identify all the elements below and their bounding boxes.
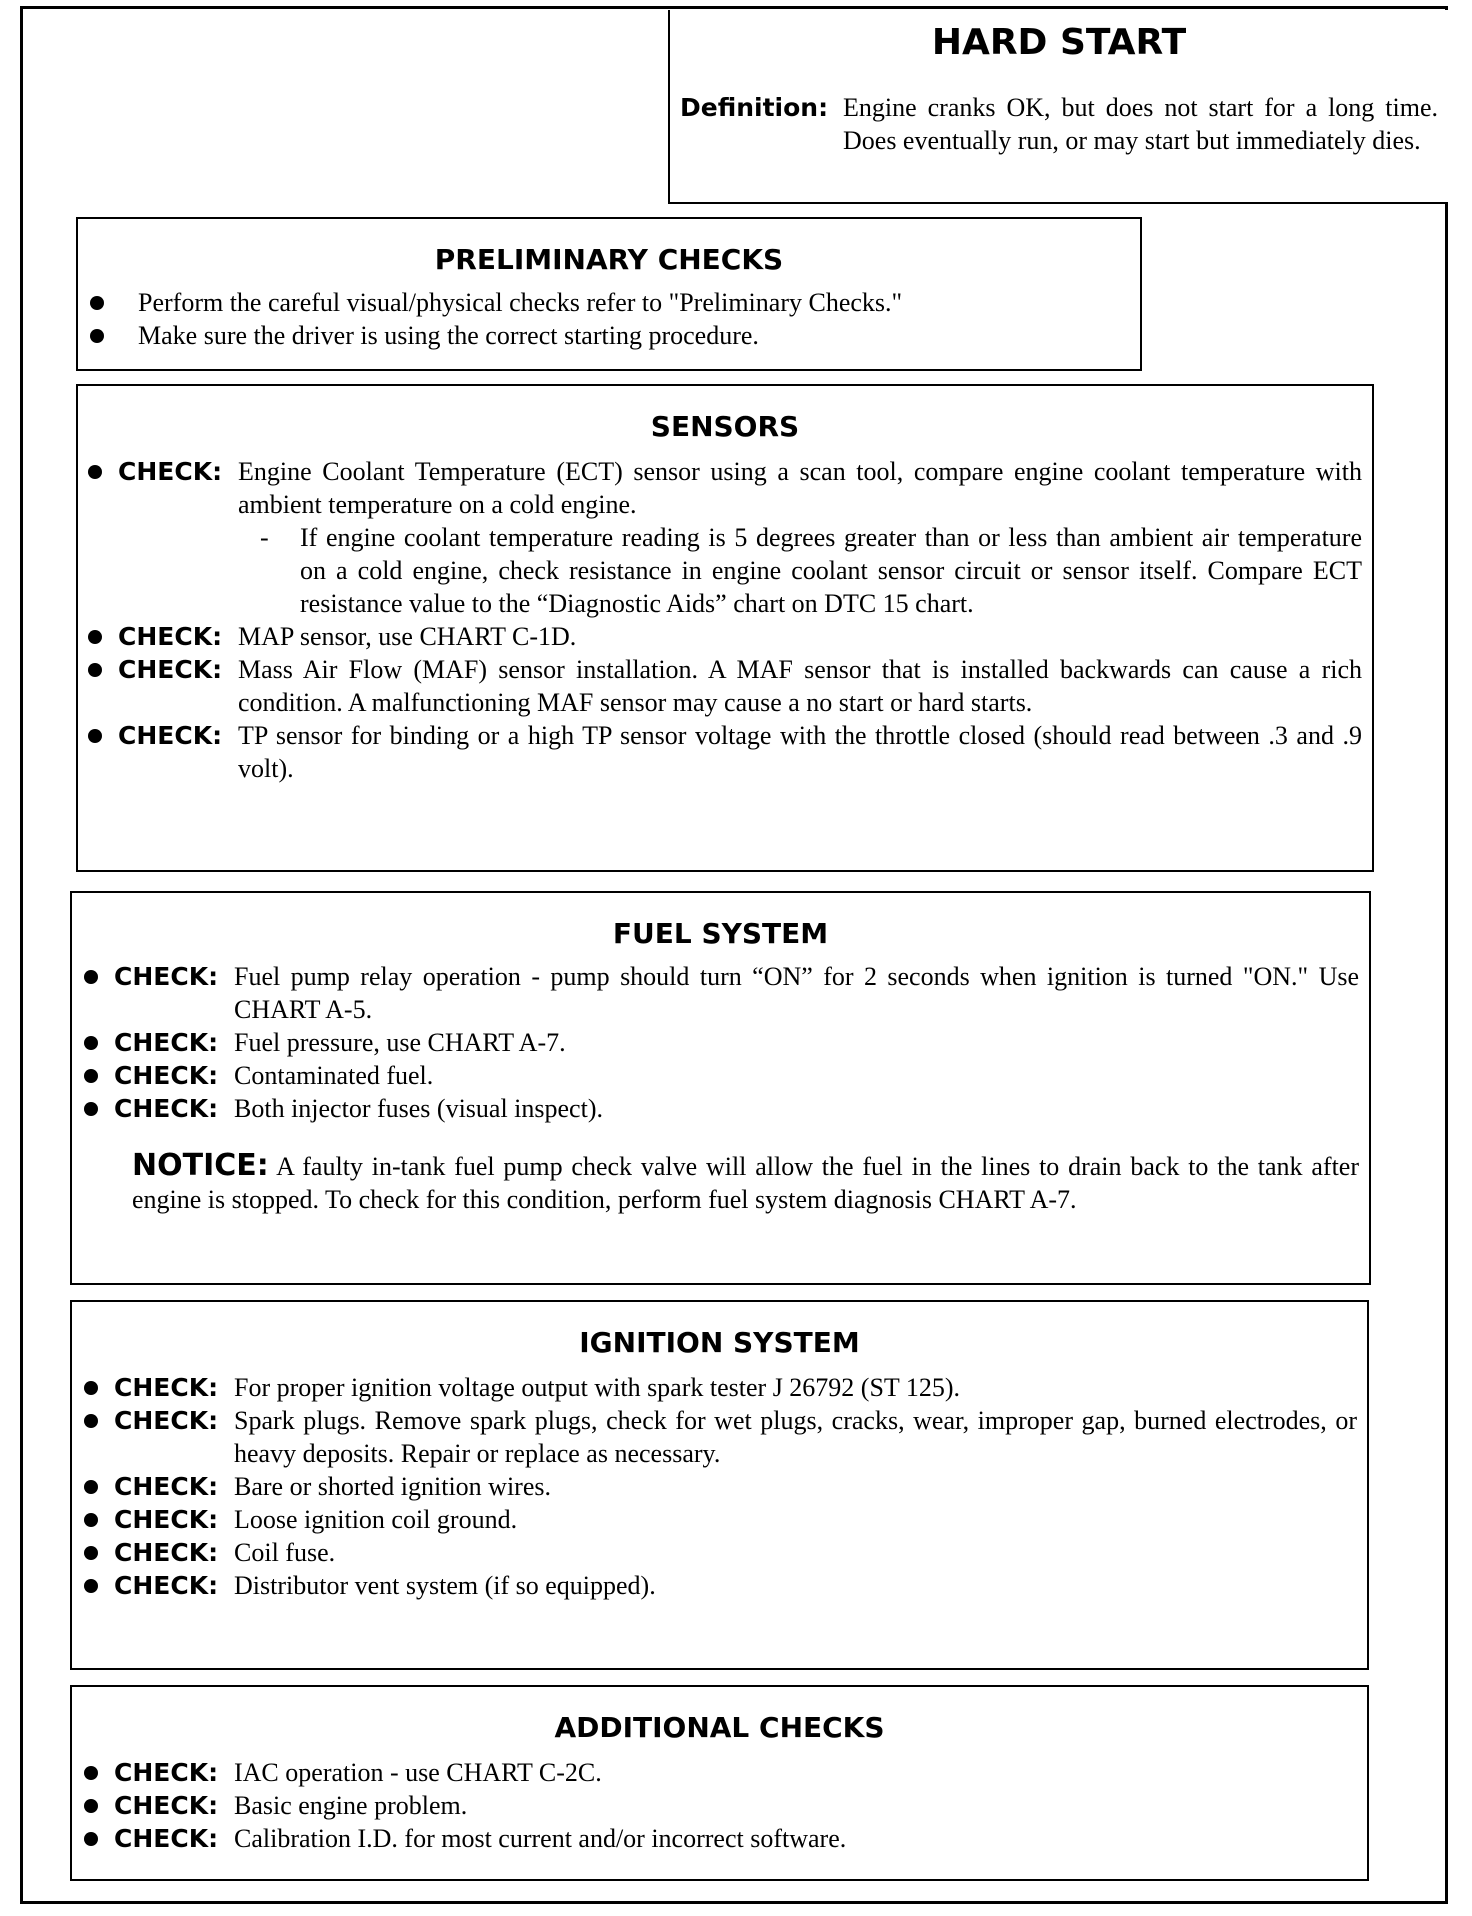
dash-marker: - [260, 523, 269, 552]
check-label: CHECK: [114, 1061, 219, 1090]
sensors-item-3: Mass Air Flow (MAF) sensor installation. A MAF sensor that is installed backwards can cause a rich condition. A malfunctioning MAF sensor may cause a no start or hard starts. [238, 655, 1362, 717]
sensors-item-1: Engine Coolant Temperature (ECT) sensor using a scan tool, compare engine coolant temperature with ambient temperature on a cold engine. [238, 457, 1362, 519]
bullet-icon [90, 329, 104, 343]
check-label: CHECK: [114, 1791, 219, 1820]
additional-item-2: Basic engine problem. [234, 1791, 468, 1820]
sensors-item-1-wrap [238, 455, 1362, 620]
bullet-icon [84, 1766, 98, 1780]
check-label: CHECK: [114, 1571, 219, 1600]
check-label: CHECK: [114, 1824, 219, 1853]
definition-row [670, 91, 1448, 157]
list-item [84, 1789, 1357, 1822]
check-label: CHECK: [118, 721, 223, 750]
check-label: CHECK: [118, 457, 223, 486]
ignition-heading: IGNITION SYSTEM [579, 1326, 860, 1359]
check-label: CHECK: [114, 1472, 219, 1501]
bullet-icon [88, 663, 102, 677]
fuel-heading: FUEL SYSTEM [612, 917, 829, 950]
preliminary-list [78, 286, 1140, 352]
preliminary-item-2: Make sure the driver is using the correct starting procedure. [138, 321, 759, 350]
list-item [88, 653, 1362, 719]
bullet-icon [84, 1799, 98, 1813]
notice-text: A faulty in-tank fuel pump check valve will allow the fuel in the lines to drain back to the tank after engine is stopped. To check for this condition, perform fuel system diagnosis CHART A-7. [132, 1152, 1359, 1214]
list-item [84, 1756, 1357, 1789]
bullet-icon [84, 1102, 98, 1116]
additional-item-1: IAC operation - use CHART C-2C. [234, 1758, 602, 1787]
page-title: HARD START [931, 22, 1187, 63]
list-item [84, 1371, 1357, 1404]
bullet-icon [84, 970, 98, 984]
ignition-item-3: Bare or shorted ignition wires. [234, 1472, 551, 1501]
fuel-item-1: Fuel pump relay operation - pump should turn “ON” for 2 seconds when ignition is turned "ON." Use CHART A-5. [234, 962, 1359, 1024]
fuel-list [72, 960, 1369, 1125]
list-item [84, 1503, 1357, 1536]
bullet-icon [84, 1480, 98, 1494]
check-label: CHECK: [114, 962, 219, 991]
list-item [88, 455, 1362, 620]
additional-checks-box [70, 1685, 1369, 1881]
sensors-subitem-text: If engine coolant temperature reading is 5 degrees greater than or less than ambient air temperature on a cold engine, check resistance in engine coolant sensor circuit or sensor itself. Compare ECT resistance value to the “Diagnostic Aids” chart on DTC 15 chart. [300, 523, 1362, 618]
definition-label: Definition: [680, 93, 829, 122]
list-item [90, 286, 1130, 319]
ignition-item-2: Spark plugs. Remove spark plugs, check for wet plugs, cracks, wear, improper gap, burned electrodes, or heavy deposits. Repair or replace as necessary. [234, 1406, 1357, 1468]
bullet-icon [88, 465, 102, 479]
preliminary-checks-box [76, 217, 1142, 371]
bullet-icon [84, 1069, 98, 1083]
bullet-icon [84, 1381, 98, 1395]
bullet-icon [88, 630, 102, 644]
bullet-icon [84, 1832, 98, 1846]
sensors-item-2: MAP sensor, use CHART C-1D. [238, 622, 577, 651]
ignition-item-4: Loose ignition coil ground. [234, 1505, 518, 1534]
check-label: CHECK: [114, 1094, 219, 1123]
sensors-list [78, 455, 1372, 785]
list-item [84, 1026, 1359, 1059]
check-label: CHECK: [114, 1406, 219, 1435]
list-item [84, 1569, 1357, 1602]
check-label: CHECK: [118, 655, 223, 684]
sensors-item-4: TP sensor for binding or a high TP sensor voltage with the throttle closed (should read between .3 and .9 volt). [238, 721, 1362, 783]
ignition-item-1: For proper ignition voltage output with spark tester J 26792 (ST 125). [234, 1373, 960, 1402]
check-label: CHECK: [114, 1373, 219, 1402]
list-item [84, 1470, 1357, 1503]
title-box [668, 10, 1448, 204]
additional-heading: ADDITIONAL CHECKS [554, 1711, 885, 1744]
preliminary-item-1: Perform the careful visual/physical checks refer to "Preliminary Checks." [138, 288, 903, 317]
list-item [84, 960, 1359, 1026]
fuel-item-3: Contaminated fuel. [234, 1061, 434, 1090]
list-item [84, 1536, 1357, 1569]
definition-text: Engine cranks OK, but does not start for a long time. Does eventually run, or may start but immediately dies. [843, 93, 1438, 155]
ignition-item-5: Coil fuse. [234, 1538, 336, 1567]
check-label: CHECK: [114, 1538, 219, 1567]
preliminary-heading: PRELIMINARY CHECKS [434, 243, 784, 276]
bullet-icon [84, 1579, 98, 1593]
list-item [84, 1404, 1357, 1470]
bullet-icon [84, 1513, 98, 1527]
list-item [88, 719, 1362, 785]
additional-item-3: Calibration I.D. for most current and/or incorrect software. [234, 1824, 847, 1853]
list-item [84, 1822, 1357, 1855]
check-label: CHECK: [118, 622, 223, 651]
list-item [84, 1059, 1359, 1092]
list-item [90, 319, 1130, 352]
notice-label: NOTICE: [132, 1148, 269, 1183]
notice-block [72, 1149, 1369, 1216]
bullet-icon [90, 296, 104, 310]
bullet-icon [84, 1036, 98, 1050]
fuel-item-4: Both injector fuses (visual inspect). [234, 1094, 603, 1123]
ignition-item-6: Distributor vent system (if so equipped). [234, 1571, 656, 1600]
check-label: CHECK: [114, 1758, 219, 1787]
fuel-system-box [70, 891, 1371, 1285]
check-label: CHECK: [114, 1505, 219, 1534]
list-item [84, 1092, 1359, 1125]
ignition-system-box [70, 1300, 1369, 1670]
bullet-icon [84, 1546, 98, 1560]
list-item [88, 620, 1362, 653]
fuel-item-2: Fuel pressure, use CHART A-7. [234, 1028, 566, 1057]
bullet-icon [84, 1414, 98, 1428]
additional-list [72, 1756, 1367, 1855]
check-label: CHECK: [114, 1028, 219, 1057]
sensors-box [76, 384, 1374, 872]
sensors-heading: SENSORS [650, 410, 800, 443]
sensors-subitem [238, 521, 1362, 620]
bullet-icon [88, 729, 102, 743]
ignition-list [72, 1371, 1367, 1602]
